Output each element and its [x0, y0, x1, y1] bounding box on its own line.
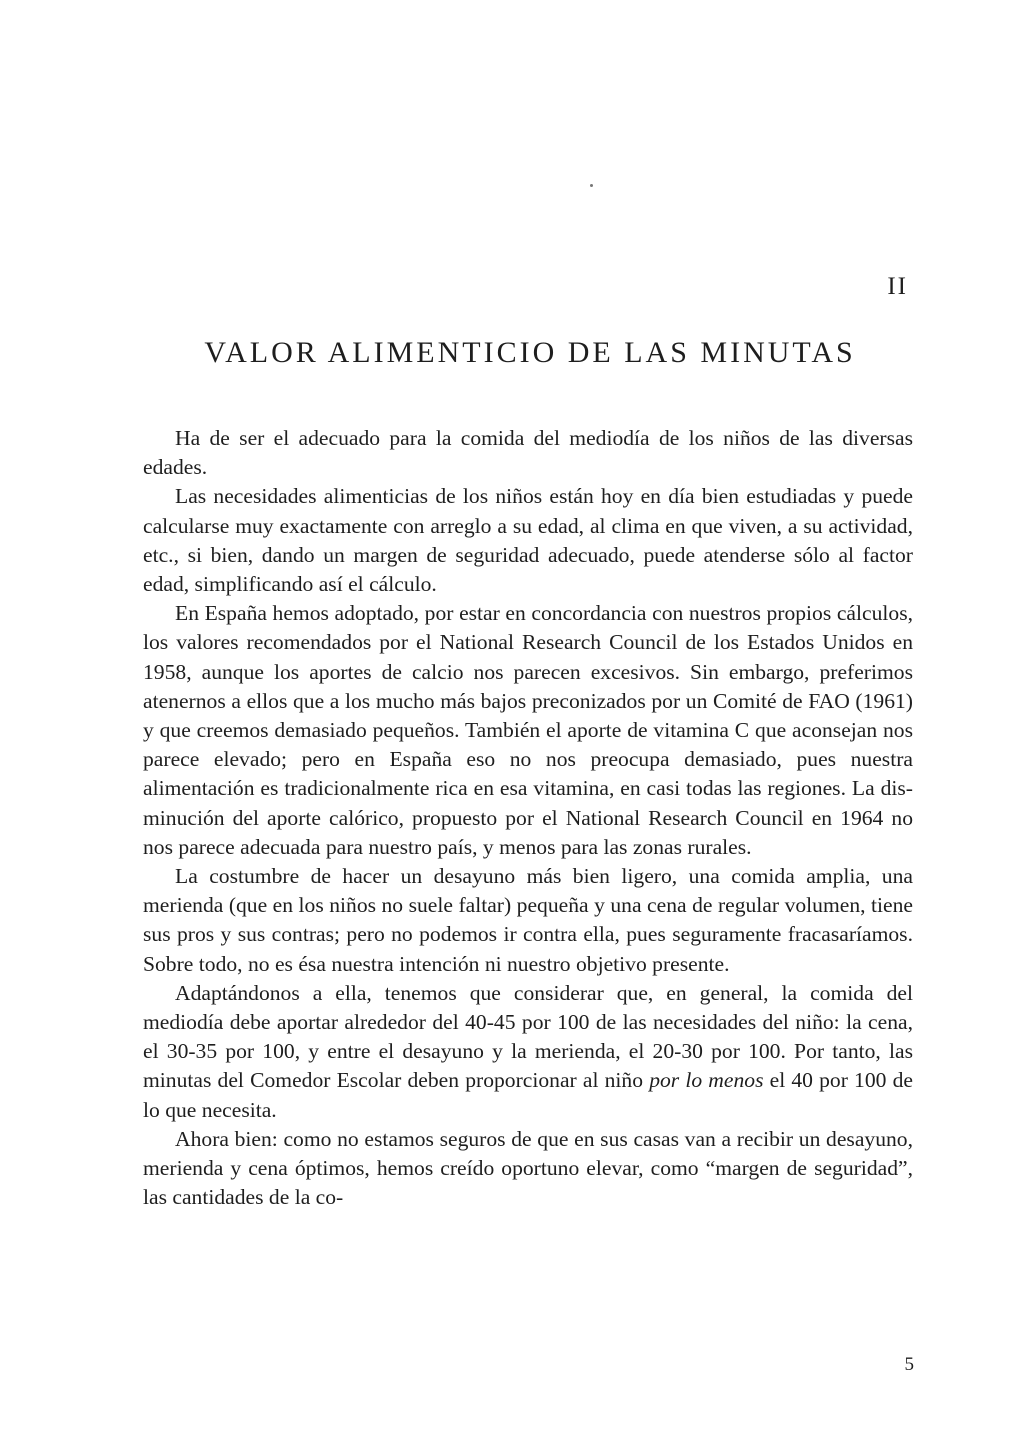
paragraph-6: Ahora bien: como no estamos seguros de que en sus casas van a recibir un desayuno, merienda y cena óptimos, hemos creído oportuno elevar, como “margen de seguridad”, las cantidades de la co-	[143, 1126, 913, 1210]
print-speck	[590, 184, 593, 187]
paragraph-1: Ha de ser el adecuado para la comida del mediodía de los niños de las diversas edades.	[143, 426, 913, 480]
chapter-title: VALOR ALIMENTICIO DE LAS MINUTAS	[204, 336, 856, 369]
page-number: 5	[904, 1354, 914, 1375]
paragraph-5-text-after: el 40 por 100 de lo que necesita.	[143, 1068, 913, 1122]
paragraph-5-text-before: Adaptándonos a ella, tenemos que considerar que, en general, la comida del mediodía debe aportar alrededor del 40-45 por 100 de las necesidades del niño: la cena, el 30-35 por 100, y entre el desayuno y la merienda, el 20-30 por 100. Por tanto, las minutas del Comedor Escolar deben proporcionar al niño	[143, 980, 913, 1093]
paragraph-3: En España hemos adoptado, por estar en concordancia con nuestros propios cálculos, los valores recomendados por el National Research Council de los Estados Unidos en 1958, aunque los aportes de calcio nos parecen excesivos. Sin embargo, preferimos atenernos a ellos que a los mucho más bajos preconizados por un Comité de FAO (1961) y que creemos demasiado pequeños. También el aporte de vitamina C que aconsejan nos parece elevado; pero en España eso no nos preocupa demasiado, pues nuestra alimentación es tradicionalmente rica en esa vitamina, en casi todas las regiones. La disminución del aporte calórico, propuesto por el National Research Council en 1964 no nos parece adecuada para nuestro país, y menos para las zonas rurales.	[143, 601, 913, 859]
paragraph-2: Las necesidades alimenticias de los niños están hoy en día bien estudiadas y puede calcularse muy exactamente con arreglo a su edad, al clima en que viven, a su actividad, etc., si bien, dando un margen de seguridad adecuado, puede atenderse sólo al factor edad, simplificando así el cálculo.	[143, 484, 913, 597]
paragraph-5-emphasis: por lo menos	[649, 1068, 764, 1093]
paragraph-4: La costumbre de hacer un desayuno más bien ligero, una comida amplia, una merienda (que en los niños no suele faltar) pequeña y una cena de regular volumen, tiene sus pros y sus contras; pero no podemos ir contra ella, pues seguramente fracasaríamos. Sobre todo, no es ésa nuestra intención ni nuestro objetivo presente.	[143, 864, 913, 976]
body-text	[143, 424, 913, 1212]
paragraph-5	[143, 979, 913, 1125]
chapter-number: II	[887, 273, 908, 300]
